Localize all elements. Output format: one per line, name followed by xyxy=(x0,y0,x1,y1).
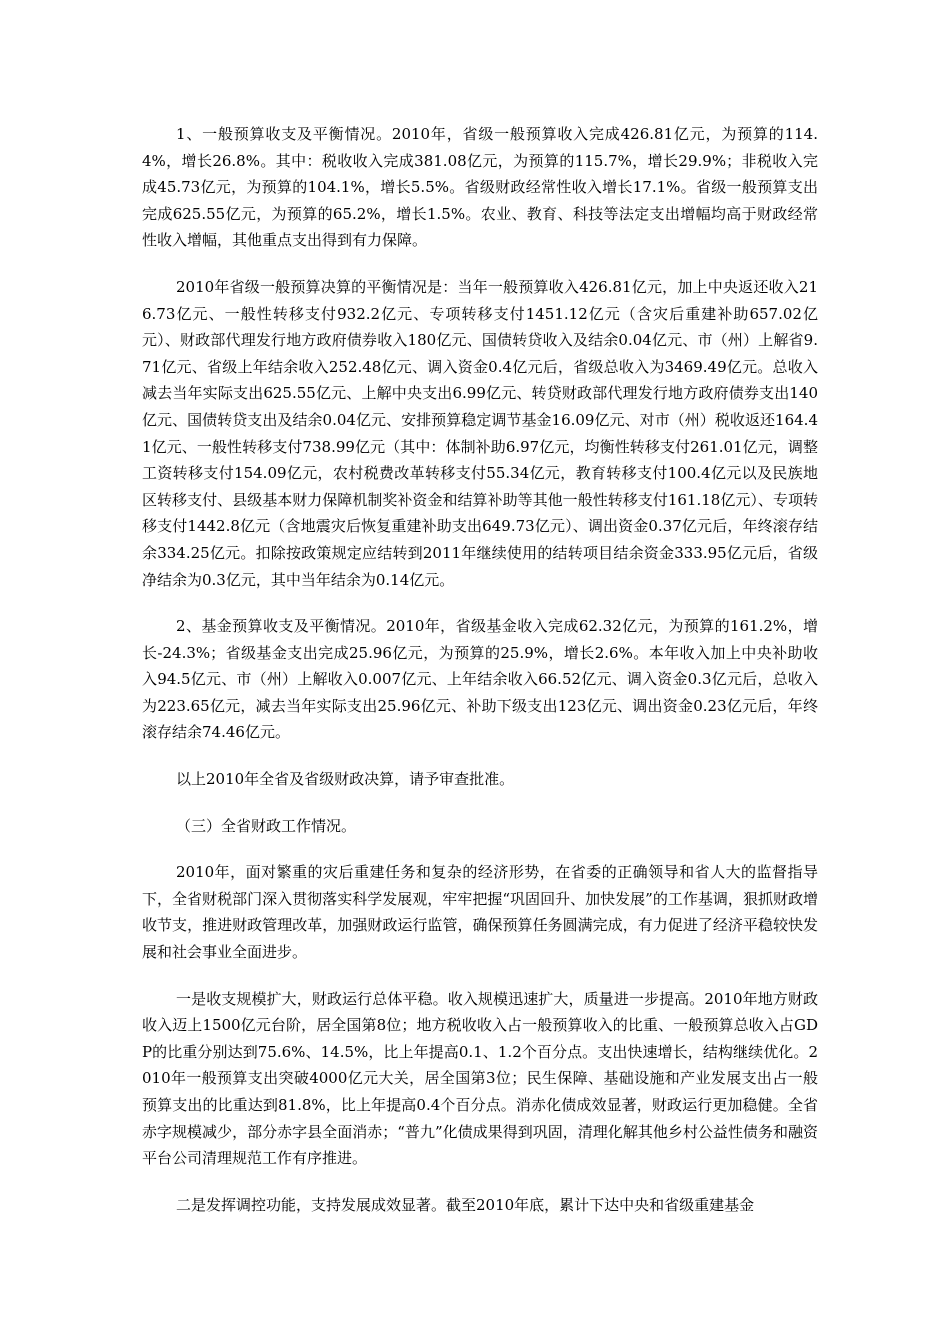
document-body xyxy=(142,121,818,1218)
section-heading-fiscal-work: （三）全省财政工作情况。 xyxy=(176,816,357,835)
paragraph-general-budget-balance: 2010年省级一般预算决算的平衡情况是：当年一般预算收入426.81亿元，加上中央返还收入216.73亿元、一般性转移支付932.2亿元、专项转移支付1451.12亿元（含灾后重建补助657.02亿元）、财政部代理发行地方政府债券收入180亿元、国债转贷收入及结余0.04亿元、市（州）上解省9.71亿元、省级上年结余收入252.48亿元、调入资金0.4亿元后，省级总收入为3469.49亿元。总收入减去当年实际支出625.55亿元、上解中央支出6.99亿元、转贷财政部代理发行地方政府债券支出140亿元、国债转贷支出及结余0.04亿元、安排预算稳定调节基金16.09亿元、对市（州）税收返还164.41亿元、一般性转移支付738.99亿元（其中：体制补助6.97亿元，均衡性转移支付261.01亿元，调整工资转移支付154.09亿元，农村税费改革转移支付55.34亿元，教育转移支付100.4亿元以及民族地区转移支付、县级基本财力保障机制奖补资金和结算补助等其他一般性转移支付161.18亿元）、专项转移支付1442.8亿元（含地震灾后恢复重建补助支出649.73亿元）、调出资金0.37亿元后，年终滚存结余334.25亿元。扣除按政策规定应结转到2011年继续使用的结转项目结余资金333.95亿元后，省级净结余为0.3亿元，其中当年结余为0.14亿元。 xyxy=(142,277,818,589)
paragraph-fiscal-work-overview: 2010年，面对繁重的灾后重建任务和复杂的经济形势，在省委的正确领导和省人大的监督指导下，全省财税部门深入贯彻落实科学发展观，牢牢把握“巩固回升、加快发展”的工作基调，狠抓财政增收节支，推进财政管理改革，加强财政运行监管，确保预算任务圆满完成，有力促进了经济平稳较快发展和社会事业全面进步。 xyxy=(142,863,818,962)
paragraph-general-budget: 1、一般预算收支及平衡情况。2010年，省级一般预算收入完成426.81亿元，为预算的114.4%，增长26.8%。其中：税收收入完成381.08亿元，为预算的115.7%，增长29.9%；非税收入完成45.73亿元，为预算的104.1%，增长5.5%。省级财政经常性收入增长17.1%。省级一般预算支出完成625.55亿元，为预算的65.2%，增长1.5%。农业、教育、科技等法定支出增幅均高于财政经常性收入增幅，其他重点支出得到有力保障。 xyxy=(142,125,818,250)
paragraph-point-two: 二是发挥调控功能，支持发展成效显著。截至2010年底，累计下达中央和省级重建基金 xyxy=(176,1195,755,1214)
paragraph-approval-request: 以上2010年全省及省级财政决算，请予审查批准。 xyxy=(176,770,515,789)
paragraph-point-one: 一是收支规模扩大，财政运行总体平稳。收入规模迅速扩大，质量进一步提高。2010年地方财政收入迈上1500亿元台阶，居全国第8位；地方税收收入占一般预算收入的比重、一般预算总收入占GDP的比重分别达到75.6%、14.5%，比上年提高0.1、1.2个百分点。支出快速增长，结构继续优化。2010年一般预算支出突破4000亿元大关，居全国第3位；民生保障、基础设施和产业发展支出占一般预算支出的比重达到81.8%，比上年提高0.4个百分点。消赤化债成效显著，财政运行更加稳健。全省赤字规模减少，部分赤字县全面消赤；“普九”化债成果得到巩固，清理化解其他乡村公益性债务和融资平台公司清理规范工作有序推进。 xyxy=(142,989,818,1168)
paragraph-fund-budget: 2、基金预算收支及平衡情况。2010年，省级基金收入完成62.32亿元，为预算的161.2%，增长-24.3%；省级基金支出完成25.96亿元，为预算的25.9%，增长2.6%。本年收入加上中央补助收入94.5亿元、市（州）上解收入0.007亿元、上年结余收入66.52亿元、调入资金0.3亿元后，总收入为223.65亿元，减去当年实际支出25.96亿元、补助下级支出123亿元、调出资金0.23亿元后，年终滚存结余74.46亿元。 xyxy=(142,617,818,742)
